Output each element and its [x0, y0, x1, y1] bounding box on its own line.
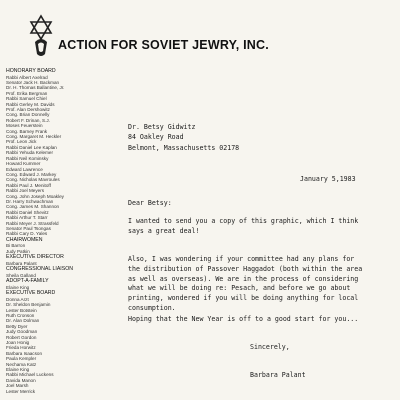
board-section-heading: EXECUTIVE BOARD — [6, 290, 56, 297]
board-member-name: Rabbi Daniel Lee Kaplan — [6, 144, 57, 150]
board-member-name: Rabbi Cary D. Yales — [6, 231, 48, 237]
board-member-name: Frieda Horwitz — [6, 345, 36, 351]
board-member-name: Prof. Erika Bergman — [6, 90, 48, 96]
board-member-name: Cong. James M. Shannon — [6, 204, 60, 210]
board-member-name: Dr. Harry Schwachman — [6, 198, 54, 204]
board-member-name: Davida Manon — [6, 377, 36, 383]
board-member-name: Cong. Nicholas Mavroules — [6, 177, 60, 183]
salutation: Dear Betsy: — [128, 199, 172, 207]
board-member-name: Rabbi Gerley M. Davids — [6, 101, 55, 107]
board-member-name: Robert Gordon — [6, 334, 37, 340]
body-paragraph: I wanted to send you a copy of this graphic, which I think says a great deal! — [128, 217, 359, 235]
star-of-david-logo — [26, 14, 56, 60]
address-line: 84 Oakley Road — [128, 133, 184, 142]
board-member-name: Nechama Katz — [6, 361, 37, 367]
board-member-name: Rabbi Meyer J. Strassfeld — [6, 220, 59, 226]
board-member-name: Prof. Leon Jick — [6, 139, 37, 145]
board-member-name: Joel Marsh — [6, 383, 29, 389]
organization-name: ACTION FOR SOVIET JEWRY, INC. — [58, 38, 269, 52]
board-member-name: Dr. Sheldon Benjamin — [6, 302, 51, 308]
board-member-name: Cong. Edward J. Markey — [6, 171, 57, 177]
board-member-name: Lester Merrick — [6, 388, 36, 394]
board-member-name: Barbara Isaacson — [6, 350, 43, 356]
board-member-name: Joan Honig — [6, 340, 30, 346]
board-member-name: Cong. Barney Frank — [6, 128, 48, 134]
board-member-name: Betty Dyer — [6, 323, 28, 329]
board-member-name: Donna Arzt — [6, 296, 29, 302]
board-member-name: Elaine King — [6, 284, 30, 290]
board-member-name: Prof. Alan Dershowitz — [6, 107, 50, 113]
board-member-name: Cong. Brian Donnelly — [6, 112, 50, 118]
board-section-heading: HONORARY BOARD — [6, 68, 56, 74]
board-member-name: Lester Botstein — [6, 307, 37, 313]
address-line: Belmont, Massachusetts 02178 — [128, 143, 240, 152]
board-section-heading: ADOPT-A-FAMILY — [6, 278, 49, 285]
board-member-name: Rabbi Samuel Chiel — [6, 96, 47, 102]
board-member-name: Rabbi Arthur T. Starr — [6, 215, 48, 221]
letter-date: January 5,1983 — [300, 175, 356, 183]
board-member-name: Robert F. Drinan, S.J. — [6, 117, 50, 123]
board-member-name: Elaine King — [6, 367, 30, 373]
board-member-name: Cong. John Joseph Moakley — [6, 193, 64, 199]
board-member-name: Barbara Palant — [6, 260, 37, 266]
address-line: Dr. Betsy Gidwitz — [128, 123, 196, 131]
board-section-heading: CONGRESSIONAL LIAISON — [6, 266, 73, 273]
board-member-name: Sheila Galland — [6, 272, 36, 278]
board-member-name: Judy Goodman — [6, 329, 38, 335]
board-member-name: Cong. Margaret M. Heckler — [6, 134, 62, 140]
closing: Sincerely, — [250, 343, 290, 351]
board-section-heading: EXECUTIVE DIRECTOR — [6, 254, 64, 261]
signature-name: Barbara Palant — [250, 371, 306, 379]
board-member-name: Rabbi Michael Luckens — [6, 372, 54, 378]
board-member-name: Senator Jack H. Backman — [6, 80, 60, 85]
board-member-name: Judy Patkin — [6, 248, 30, 254]
board-member-name: Rabbi Paul J. Menitoff — [6, 182, 51, 188]
board-member-name: Rabbi Neil Kominsky — [6, 155, 49, 161]
board-member-list — [6, 68, 106, 394]
board-member-name: Edward Lawrence — [6, 166, 43, 172]
board-member-name: Howard Kummer — [6, 161, 41, 167]
board-member-name: Moses Feuerstein — [6, 123, 43, 129]
board-member-name: Rabbi Albert Axelrad — [6, 74, 48, 80]
board-member-name: Ruth Cronson — [6, 313, 35, 318]
board-member-name: Dr. Alan Dolman — [6, 318, 40, 324]
recipient-address — [128, 122, 239, 153]
board-member-name: Rabbi Yehuda Kelemer — [6, 150, 53, 156]
board-member-name: Rabbi Joel Meyers — [6, 188, 45, 194]
board-member-name: Bi Barron — [6, 243, 26, 249]
board-member-name: Dr. H. Thomas Ballantine, Jr. — [6, 85, 65, 91]
body-paragraph: Hoping that the New Year is off to a good start for you... — [128, 315, 359, 323]
board-section-heading: CHAIRWOMEN — [6, 236, 43, 243]
board-member-name: Senator Paul Tsongas — [6, 225, 51, 231]
body-paragraph: Also, I was wondering if your committee had any plans for the distribution of Passover Haggadot (both within the area as well as overseas). We are in the process of considering what we will be doing re: Pesach, and before we go about printing, wondered if you will be doing anything for local consumption. — [128, 255, 363, 312]
board-member-name: Paula Kempler — [6, 356, 37, 362]
board-member-name: Rabbi Daniel Shevitz — [6, 209, 49, 215]
